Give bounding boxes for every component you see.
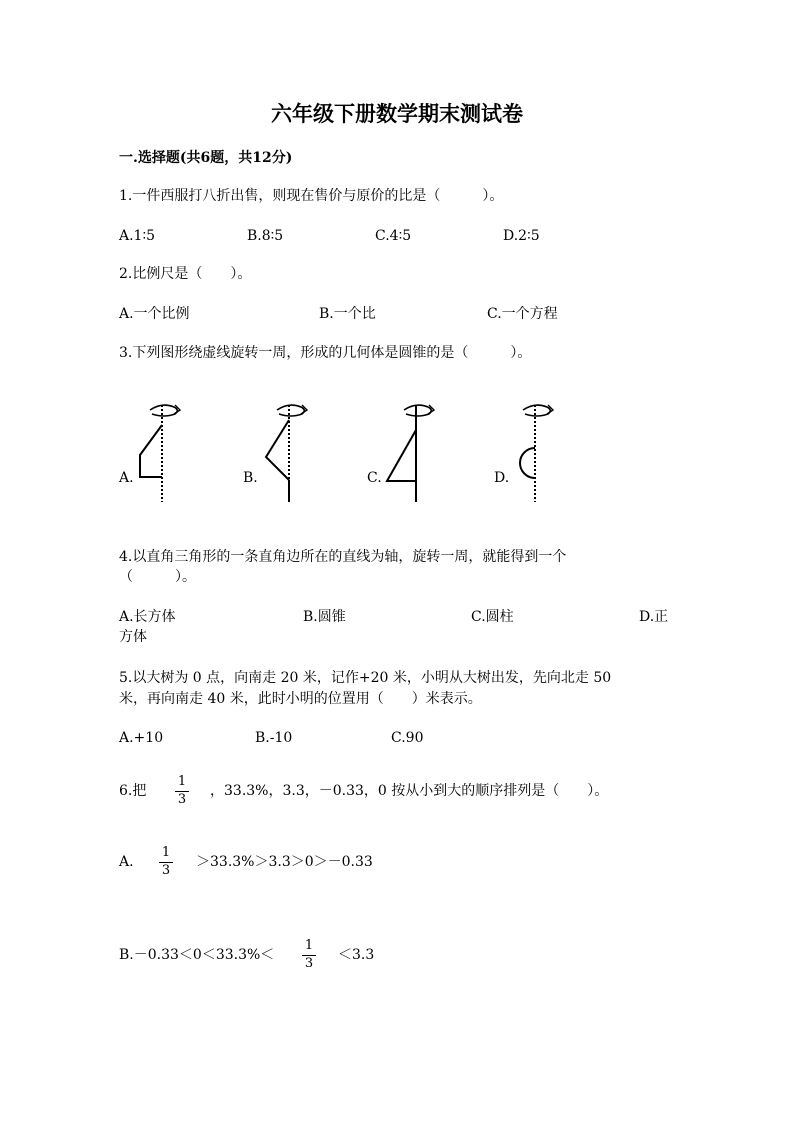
question-1-option-b[interactable]: B.8∶5 bbox=[247, 228, 284, 244]
question-3-stem: 3.下列图形绕虚线旋转一周，形成的几何体是圆锥的是（ ）。 bbox=[119, 345, 532, 361]
section-heading: 一.选择题(共6题，共12分) bbox=[119, 150, 293, 166]
question-5-option-a[interactable]: A.+10 bbox=[119, 730, 164, 746]
figure-b-shape[interactable] bbox=[266, 405, 307, 502]
fraction-numerator: 1 bbox=[161, 845, 171, 860]
question-6-stem-prefix: 6.把 bbox=[119, 783, 147, 799]
question-4-option-d[interactable]: D.正 bbox=[639, 609, 669, 625]
question-4-option-c[interactable]: C.圆柱 bbox=[471, 609, 514, 625]
question-5-stem-line-2: 米，再向南走 40 米，此时小明的位置用（ ）米表示。 bbox=[119, 691, 482, 707]
question-4-option-a[interactable]: A.长方体 bbox=[119, 609, 176, 625]
fraction-denominator: 3 bbox=[161, 863, 171, 878]
figure-a-label[interactable]: A. bbox=[119, 470, 134, 486]
fraction-numerator: 1 bbox=[304, 938, 314, 953]
fraction-denominator: 3 bbox=[177, 792, 187, 807]
question-2-option-a[interactable]: A.一个比例 bbox=[119, 306, 190, 322]
question-1-stem: 1.一件西服打八折出售，则现在售价与原价的比是（ ）。 bbox=[119, 188, 504, 204]
question-6-option-b-suffix[interactable]: ＜3.3 bbox=[338, 947, 375, 963]
question-6-option-b-fraction bbox=[302, 939, 316, 971]
question-2-stem: 2.比例尺是（ ）。 bbox=[119, 266, 252, 282]
figure-b-label[interactable]: B. bbox=[243, 470, 258, 486]
question-6-option-a-fraction bbox=[159, 846, 173, 878]
question-4-option-d-continued: 方体 bbox=[119, 629, 147, 645]
question-5-stem-line-1: 5.以大树为 0 点，向南走 20 米，记作+20 米，小明从大树出发，先向北走 50 bbox=[119, 670, 612, 686]
question-6-option-a-label[interactable]: A. bbox=[119, 854, 134, 870]
question-6-option-a-text[interactable]: ＞33.3%＞3.3＞0＞－0.33 bbox=[196, 854, 373, 870]
question-1-option-c[interactable]: C.4∶5 bbox=[375, 228, 412, 244]
figure-d-shape[interactable] bbox=[520, 405, 553, 502]
question-6-fraction bbox=[175, 775, 189, 807]
question-1-option-d[interactable]: D.2∶5 bbox=[503, 228, 540, 244]
question-4-stem-line-1: 4.以直角三角形的一条直角边所在的直线为轴，旋转一周，就能得到一个 bbox=[119, 549, 567, 565]
question-5-option-b[interactable]: B.-10 bbox=[255, 730, 293, 746]
question-6-stem-suffix: ，33.3%，3.3，－0.33，0 按从小到大的顺序排列是（ ）。 bbox=[210, 783, 609, 799]
figure-a-shape[interactable] bbox=[140, 405, 180, 502]
figure-c-shape[interactable] bbox=[387, 405, 434, 502]
question-6-option-b-text[interactable]: B.－0.33＜0＜33.3%＜ bbox=[119, 947, 275, 963]
question-5-option-c[interactable]: C.90 bbox=[391, 730, 424, 746]
question-4-option-b[interactable]: B.圆锥 bbox=[303, 609, 346, 625]
question-2-option-c[interactable]: C.一个方程 bbox=[487, 306, 558, 322]
figure-d-label[interactable]: D. bbox=[494, 470, 510, 486]
figure-c-label[interactable]: C. bbox=[367, 470, 382, 486]
question-4-stem-line-2: （ ）。 bbox=[119, 569, 196, 585]
page-title: 六年级下册数学期末测试卷 bbox=[271, 101, 523, 126]
question-1-option-a[interactable]: A.1∶5 bbox=[119, 228, 156, 244]
question-2-option-b[interactable]: B.一个比 bbox=[319, 306, 376, 322]
fraction-denominator: 3 bbox=[304, 956, 314, 971]
fraction-numerator: 1 bbox=[177, 774, 187, 789]
